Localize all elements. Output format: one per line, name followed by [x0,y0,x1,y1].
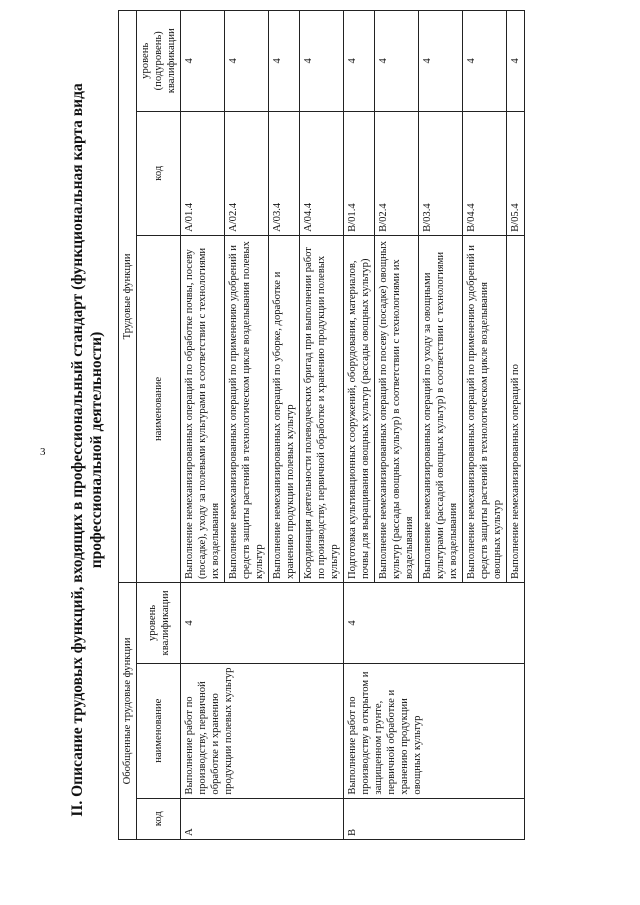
function-code: В/04.4 [463,111,507,235]
function-level: 4 [463,11,507,112]
function-name: Выполнение немеханизированных операций по уборке, доработке и хранению продукции полевых культур [269,235,300,582]
function-level: 4 [419,11,463,112]
function-name: Выполнение немеханизированных операций по применению удобрений и средств защиты растений в технологическом цикле возделывания овощных культур [463,235,507,582]
group-name: Выполнение работ по производству, первичной обработке и хранению продукции полевых культур [181,663,344,798]
function-level: 4 [375,11,419,112]
functional-map-table [118,10,525,840]
header-labor-functions: Трудовые функции [119,11,137,583]
function-code: В/02.4 [375,111,419,235]
function-level: 4 [344,11,375,112]
page-number: 3 [40,446,46,458]
function-level: 4 [225,11,269,112]
function-code: А/03.4 [269,111,300,235]
function-name: Выполнение немеханизированных операций по посеву (посадке) овощных культур (рассады овощных культур) в соответствии с технологиями их возделывания [375,235,419,582]
function-name: Выполнение немеханизированных операций по обработке почвы, посеву (посадке), уходу за полевыми культурами в соответствии с технологиями их возделывания [181,235,225,582]
section-title-line-1: II. Описание трудовых функций, входящих в профессиональный стандарт (функциональная карта вида [69,83,86,817]
header-level: уровень квалификации [137,583,181,664]
header-labor-code: код [137,111,181,235]
table-row [181,11,225,840]
function-name: Выполнение немеханизированных операций по уходу за овощными культурами (рассадой овощных культур) в соответствии с технологиями их возделывания [419,235,463,582]
header-labor-name: наименование [137,235,181,582]
group-level: 4 [181,583,344,664]
section-title [68,10,106,890]
function-name: Подготовка культивационных сооружений, оборудования, материалов, почвы для выращивания овощных культур (рассады овощных культур) [344,235,375,582]
function-level: 4 [507,11,525,112]
header-labor-level: уровень (подуровень) квалификации [137,11,181,112]
function-level: 4 [269,11,300,112]
function-level: 4 [181,11,225,112]
function-code: В/03.4 [419,111,463,235]
rotated-page-content [60,10,620,890]
function-code: А/01.4 [181,111,225,235]
header-name: наименование [137,663,181,798]
group-level: 4 [344,583,525,664]
function-level: 4 [300,11,344,112]
function-code: А/04.4 [300,111,344,235]
section-title-line-2: профессиональной деятельности) [88,331,105,569]
function-code: В/05.4 [507,111,525,235]
group-code: А [181,798,344,839]
header-code: код [137,798,181,839]
function-code: А/02.4 [225,111,269,235]
group-name: Выполнение работ по производству в открытом и защищенном грунте, первичной обработке и хранению продукции овощных культур [344,663,525,798]
table-row [344,11,375,840]
function-name: Выполнение немеханизированных операций по применению удобрений и средств защиты растений в технологическом цикле возделывания полевых культур [225,235,269,582]
function-code: В/01.4 [344,111,375,235]
group-code: В [344,798,525,839]
function-name: Координация деятельности полеводческих бригад при выполнении работ по производству, первичной обработке и хранению продукции полевых культур [300,235,344,582]
header-generalized: Обобщенные трудовые функции [119,583,137,840]
function-name: Выполнение немеханизированных операций по [507,235,525,582]
